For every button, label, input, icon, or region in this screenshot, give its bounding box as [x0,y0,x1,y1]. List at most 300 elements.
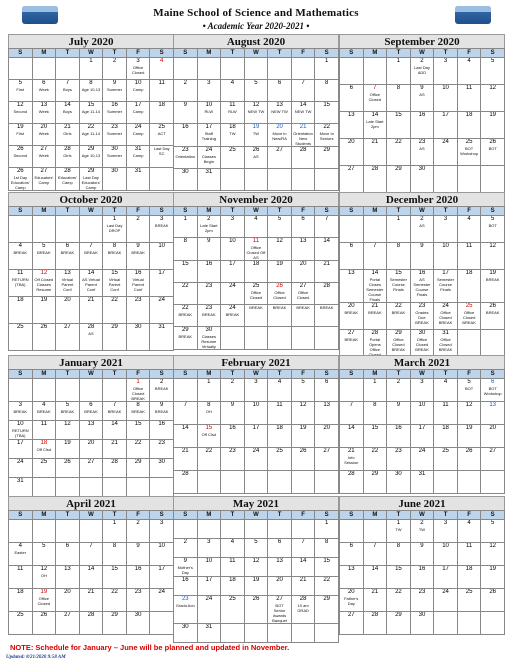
day-cell[interactable] [434,243,458,270]
day-cell[interactable] [150,589,174,612]
day-cell[interactable] [410,139,434,166]
day-cell[interactable] [103,297,127,324]
day-cell[interactable] [457,448,481,471]
day-cell[interactable] [291,238,315,261]
day-cell[interactable] [481,379,505,402]
day-cell[interactable] [197,283,221,305]
day-cell[interactable] [291,624,315,643]
day-cell[interactable] [387,216,411,243]
day-cell[interactable] [315,520,339,539]
day-cell[interactable] [315,425,339,448]
day-cell[interactable] [221,596,245,624]
day-cell[interactable] [174,558,198,577]
day-cell[interactable] [79,459,103,478]
day-cell[interactable] [268,624,292,643]
day-cell[interactable] [434,112,458,139]
day-cell[interactable] [481,139,505,166]
day-cell[interactable] [197,558,221,577]
day-cell[interactable] [126,589,150,612]
day-cell[interactable] [79,402,103,421]
day-cell[interactable] [291,558,315,577]
day-cell[interactable] [32,168,56,191]
day-cell[interactable] [197,216,221,238]
day-cell[interactable] [268,238,292,261]
day-cell[interactable] [481,216,505,243]
day-cell[interactable] [244,577,268,596]
day-cell[interactable] [291,520,315,539]
day-cell[interactable] [268,124,292,147]
day-cell[interactable] [410,379,434,402]
day-cell[interactable] [103,168,127,191]
day-cell[interactable] [174,327,198,350]
day-cell[interactable] [410,612,434,635]
day-cell[interactable] [56,243,80,270]
day-cell[interactable] [56,58,80,80]
day-cell[interactable] [268,58,292,80]
day-cell[interactable] [197,596,221,624]
day-cell[interactable] [197,539,221,558]
day-cell[interactable] [9,146,33,168]
day-cell[interactable] [315,124,339,147]
day-cell[interactable] [150,270,174,297]
day-cell[interactable] [434,402,458,425]
day-cell[interactable] [79,520,103,543]
day-cell[interactable] [410,58,434,85]
day-cell[interactable] [481,402,505,425]
day-cell[interactable] [387,612,411,635]
day-cell[interactable] [9,402,33,421]
day-cell[interactable] [434,471,458,494]
day-cell[interactable] [291,283,315,305]
day-cell[interactable] [150,543,174,566]
day-cell[interactable] [150,243,174,270]
day-cell[interactable] [221,425,245,448]
day-cell[interactable] [410,303,434,330]
day-cell[interactable] [481,243,505,270]
day-cell[interactable] [434,303,458,330]
day-cell[interactable] [150,612,174,635]
day-cell[interactable] [79,566,103,589]
day-cell[interactable] [340,379,364,402]
day-cell[interactable] [56,566,80,589]
day-cell[interactable] [340,166,364,193]
day-cell[interactable] [103,216,127,243]
day-cell[interactable] [79,146,103,168]
day-cell[interactable] [197,577,221,596]
day-cell[interactable] [126,324,150,351]
day-cell[interactable] [244,327,268,350]
day-cell[interactable] [457,402,481,425]
day-cell[interactable] [103,612,127,635]
day-cell[interactable] [291,80,315,102]
day-cell[interactable] [291,448,315,471]
day-cell[interactable] [32,270,56,297]
day-cell[interactable] [197,147,221,169]
day-cell[interactable] [150,459,174,478]
day-cell[interactable] [244,80,268,102]
day-cell[interactable] [103,124,127,146]
day-cell[interactable] [340,243,364,270]
day-cell[interactable] [434,166,458,193]
day-cell[interactable] [56,402,80,421]
day-cell[interactable] [56,216,80,243]
day-cell[interactable] [79,243,103,270]
day-cell[interactable] [315,261,339,283]
day-cell[interactable] [9,297,33,324]
day-cell[interactable] [79,270,103,297]
day-cell[interactable] [244,169,268,191]
day-cell[interactable] [174,283,198,305]
day-cell[interactable] [315,448,339,471]
day-cell[interactable] [79,216,103,243]
day-cell[interactable] [103,243,127,270]
day-cell[interactable] [32,543,56,566]
day-cell[interactable] [268,169,292,191]
day-cell[interactable] [244,539,268,558]
day-cell[interactable] [244,425,268,448]
day-cell[interactable] [387,270,411,303]
day-cell[interactable] [387,243,411,270]
day-cell[interactable] [244,558,268,577]
day-cell[interactable] [363,425,387,448]
day-cell[interactable] [410,216,434,243]
day-cell[interactable] [221,520,245,539]
day-cell[interactable] [221,327,245,350]
day-cell[interactable] [434,270,458,303]
day-cell[interactable] [56,324,80,351]
day-cell[interactable] [197,124,221,147]
day-cell[interactable] [244,305,268,327]
day-cell[interactable] [434,379,458,402]
day-cell[interactable] [340,448,364,471]
day-cell[interactable] [56,80,80,102]
day-cell[interactable] [434,448,458,471]
day-cell[interactable] [268,577,292,596]
day-cell[interactable] [457,303,481,330]
day-cell[interactable] [410,589,434,612]
day-cell[interactable] [32,124,56,146]
day-cell[interactable] [56,124,80,146]
day-cell[interactable] [457,270,481,303]
day-cell[interactable] [56,440,80,459]
day-cell[interactable] [79,543,103,566]
day-cell[interactable] [150,402,174,421]
day-cell[interactable] [387,58,411,85]
day-cell[interactable] [32,216,56,243]
day-cell[interactable] [126,80,150,102]
day-cell[interactable] [387,166,411,193]
day-cell[interactable] [174,58,198,80]
day-cell[interactable] [197,327,221,350]
day-cell[interactable] [363,303,387,330]
day-cell[interactable] [221,448,245,471]
day-cell[interactable] [174,80,198,102]
day-cell[interactable] [315,58,339,80]
day-cell[interactable] [481,448,505,471]
day-cell[interactable] [126,102,150,124]
day-cell[interactable] [363,216,387,243]
day-cell[interactable] [126,379,150,402]
day-cell[interactable] [174,102,198,124]
day-cell[interactable] [56,520,80,543]
day-cell[interactable] [79,168,103,191]
day-cell[interactable] [32,440,56,459]
day-cell[interactable] [268,80,292,102]
day-cell[interactable] [481,58,505,85]
day-cell[interactable] [315,216,339,238]
day-cell[interactable] [244,216,268,238]
day-cell[interactable] [481,543,505,566]
day-cell[interactable] [315,624,339,643]
day-cell[interactable] [268,327,292,350]
day-cell[interactable] [79,379,103,402]
day-cell[interactable] [174,539,198,558]
day-cell[interactable] [103,421,127,440]
day-cell[interactable] [268,448,292,471]
day-cell[interactable] [174,379,198,402]
day-cell[interactable] [244,471,268,494]
day-cell[interactable] [150,297,174,324]
day-cell[interactable] [56,270,80,297]
day-cell[interactable] [103,520,127,543]
day-cell[interactable] [103,478,127,497]
day-cell[interactable] [291,216,315,238]
day-cell[interactable] [291,471,315,494]
day-cell[interactable] [244,58,268,80]
day-cell[interactable] [79,478,103,497]
day-cell[interactable] [79,612,103,635]
day-cell[interactable] [268,402,292,425]
day-cell[interactable] [9,440,33,459]
day-cell[interactable] [79,421,103,440]
day-cell[interactable] [103,58,127,80]
day-cell[interactable] [340,612,364,635]
day-cell[interactable] [9,478,33,497]
day-cell[interactable] [457,112,481,139]
day-cell[interactable] [32,297,56,324]
day-cell[interactable] [79,102,103,124]
day-cell[interactable] [481,85,505,112]
day-cell[interactable] [150,379,174,402]
day-cell[interactable] [457,543,481,566]
day-cell[interactable] [174,596,198,624]
day-cell[interactable] [481,566,505,589]
day-cell[interactable] [244,379,268,402]
day-cell[interactable] [56,543,80,566]
day-cell[interactable] [363,270,387,303]
day-cell[interactable] [457,139,481,166]
day-cell[interactable] [315,238,339,261]
day-cell[interactable] [387,85,411,112]
day-cell[interactable] [32,324,56,351]
day-cell[interactable] [197,624,221,643]
day-cell[interactable] [387,425,411,448]
day-cell[interactable] [410,112,434,139]
day-cell[interactable] [244,261,268,283]
day-cell[interactable] [340,58,364,85]
day-cell[interactable] [9,168,33,191]
day-cell[interactable] [126,421,150,440]
day-cell[interactable] [221,124,245,147]
day-cell[interactable] [244,238,268,261]
day-cell[interactable] [315,471,339,494]
day-cell[interactable] [363,612,387,635]
day-cell[interactable] [197,520,221,539]
day-cell[interactable] [126,478,150,497]
day-cell[interactable] [126,168,150,191]
day-cell[interactable] [32,612,56,635]
day-cell[interactable] [9,124,33,146]
day-cell[interactable] [363,402,387,425]
day-cell[interactable] [434,566,458,589]
day-cell[interactable] [197,261,221,283]
day-cell[interactable] [340,425,364,448]
day-cell[interactable] [434,85,458,112]
day-cell[interactable] [150,324,174,351]
day-cell[interactable] [32,459,56,478]
day-cell[interactable] [79,440,103,459]
day-cell[interactable] [410,425,434,448]
day-cell[interactable] [291,147,315,169]
day-cell[interactable] [221,216,245,238]
day-cell[interactable] [126,124,150,146]
day-cell[interactable] [291,539,315,558]
day-cell[interactable] [291,124,315,147]
day-cell[interactable] [434,589,458,612]
day-cell[interactable] [340,471,364,494]
day-cell[interactable] [221,471,245,494]
day-cell[interactable] [457,85,481,112]
day-cell[interactable] [56,589,80,612]
day-cell[interactable] [481,166,505,193]
day-cell[interactable] [197,102,221,124]
day-cell[interactable] [9,216,33,243]
day-cell[interactable] [103,440,127,459]
day-cell[interactable] [56,168,80,191]
day-cell[interactable] [291,379,315,402]
day-cell[interactable] [174,425,198,448]
day-cell[interactable] [244,124,268,147]
day-cell[interactable] [9,243,33,270]
day-cell[interactable] [410,243,434,270]
day-cell[interactable] [410,166,434,193]
day-cell[interactable] [363,543,387,566]
day-cell[interactable] [387,112,411,139]
day-cell[interactable] [9,566,33,589]
day-cell[interactable] [434,58,458,85]
day-cell[interactable] [410,448,434,471]
day-cell[interactable] [32,421,56,440]
day-cell[interactable] [268,558,292,577]
day-cell[interactable] [126,543,150,566]
day-cell[interactable] [221,539,245,558]
day-cell[interactable] [221,577,245,596]
day-cell[interactable] [79,297,103,324]
day-cell[interactable] [410,85,434,112]
day-cell[interactable] [150,440,174,459]
day-cell[interactable] [32,80,56,102]
day-cell[interactable] [150,520,174,543]
day-cell[interactable] [221,558,245,577]
day-cell[interactable] [103,324,127,351]
day-cell[interactable] [434,216,458,243]
day-cell[interactable] [268,425,292,448]
day-cell[interactable] [221,379,245,402]
day-cell[interactable] [197,425,221,448]
day-cell[interactable] [315,147,339,169]
day-cell[interactable] [457,566,481,589]
day-cell[interactable] [363,566,387,589]
day-cell[interactable] [340,566,364,589]
day-cell[interactable] [9,543,33,566]
day-cell[interactable] [363,448,387,471]
day-cell[interactable] [457,612,481,635]
day-cell[interactable] [221,624,245,643]
day-cell[interactable] [434,612,458,635]
day-cell[interactable] [126,520,150,543]
day-cell[interactable] [9,102,33,124]
day-cell[interactable] [457,471,481,494]
day-cell[interactable] [174,448,198,471]
day-cell[interactable] [174,216,198,238]
day-cell[interactable] [315,596,339,624]
day-cell[interactable] [174,169,198,191]
day-cell[interactable] [387,448,411,471]
day-cell[interactable] [340,520,364,543]
day-cell[interactable] [32,478,56,497]
day-cell[interactable] [387,139,411,166]
day-cell[interactable] [244,520,268,539]
day-cell[interactable] [174,261,198,283]
day-cell[interactable] [291,261,315,283]
day-cell[interactable] [387,303,411,330]
day-cell[interactable] [9,324,33,351]
day-cell[interactable] [174,124,198,147]
day-cell[interactable] [79,589,103,612]
day-cell[interactable] [244,448,268,471]
day-cell[interactable] [103,459,127,478]
day-cell[interactable] [103,270,127,297]
day-cell[interactable] [9,379,33,402]
day-cell[interactable] [221,169,245,191]
day-cell[interactable] [197,305,221,327]
day-cell[interactable] [197,80,221,102]
day-cell[interactable] [315,169,339,191]
day-cell[interactable] [126,58,150,80]
day-cell[interactable] [268,283,292,305]
day-cell[interactable] [32,58,56,80]
day-cell[interactable] [150,102,174,124]
day-cell[interactable] [315,80,339,102]
day-cell[interactable] [150,168,174,191]
day-cell[interactable] [244,624,268,643]
day-cell[interactable] [481,303,505,330]
day-cell[interactable] [481,112,505,139]
day-cell[interactable] [268,216,292,238]
day-cell[interactable] [126,243,150,270]
day-cell[interactable] [32,379,56,402]
day-cell[interactable] [340,216,364,243]
day-cell[interactable] [56,421,80,440]
day-cell[interactable] [103,402,127,421]
day-cell[interactable] [340,589,364,612]
day-cell[interactable] [410,543,434,566]
day-cell[interactable] [103,80,127,102]
day-cell[interactable] [56,478,80,497]
day-cell[interactable] [221,305,245,327]
day-cell[interactable] [150,478,174,497]
day-cell[interactable] [340,139,364,166]
